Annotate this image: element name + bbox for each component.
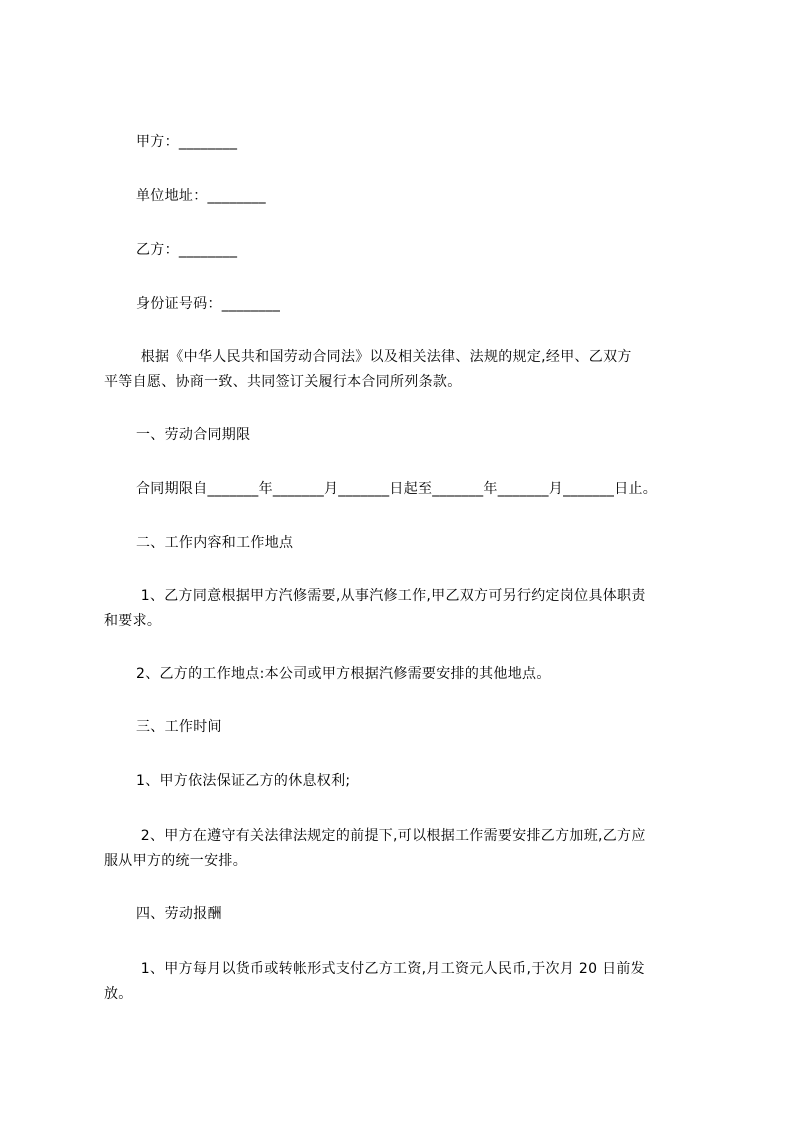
section1-title: 一、劳动合同期限 [136, 427, 251, 443]
intro-paragraph-line2: 平等自愿、协商一致、共同签订关履行本合同所列条款。 [104, 374, 462, 390]
section3-title: 三、工作时间 [136, 719, 222, 735]
section2-title: 二、工作内容和工作地点 [136, 535, 294, 551]
section3-paragraph2-line1: 2、甲方在遵守有关法律法规定的前提下,可以根据工作需要安排乙方加班,乙方应 [136, 828, 646, 844]
section2-paragraph2: 2、乙方的工作地点:本公司或甲方根据汽修需要安排的其他地点。 [136, 666, 551, 682]
section2-paragraph1-line1: 1、乙方同意根据甲方汽修需要,从事汽修工作,甲乙双方可另行约定岗位具体职责 [136, 588, 646, 604]
id-number-line: 身份证号码：________ [136, 296, 281, 312]
section3-paragraph1: 1、甲方依法保证乙方的休息权利; [136, 773, 351, 789]
section1-paragraph: 合同期限自_______年_______月_______日起至_______年_______月_______日止。 [136, 481, 658, 497]
section2-paragraph1-line2: 和要求。 [104, 613, 162, 629]
section4-paragraph1-line2: 放。 [104, 986, 133, 1002]
intro-paragraph-line1: 根据《中华人民共和国劳动合同法》以及相关法律、法规的规定,经甲、乙双方 [136, 349, 632, 365]
party-a-line: 甲方：________ [136, 134, 238, 150]
section4-title: 四、劳动报酬 [136, 906, 222, 922]
address-line: 单位地址：________ [136, 188, 266, 204]
section3-paragraph2-line2: 服从甲方的统一安排。 [104, 853, 247, 869]
section4-paragraph1-line1: 1、甲方每月以货币或转帐形式支付乙方工资,月工资元人民币,于次月 20 日前发 [136, 961, 645, 977]
party-b-line: 乙方：________ [136, 242, 238, 258]
